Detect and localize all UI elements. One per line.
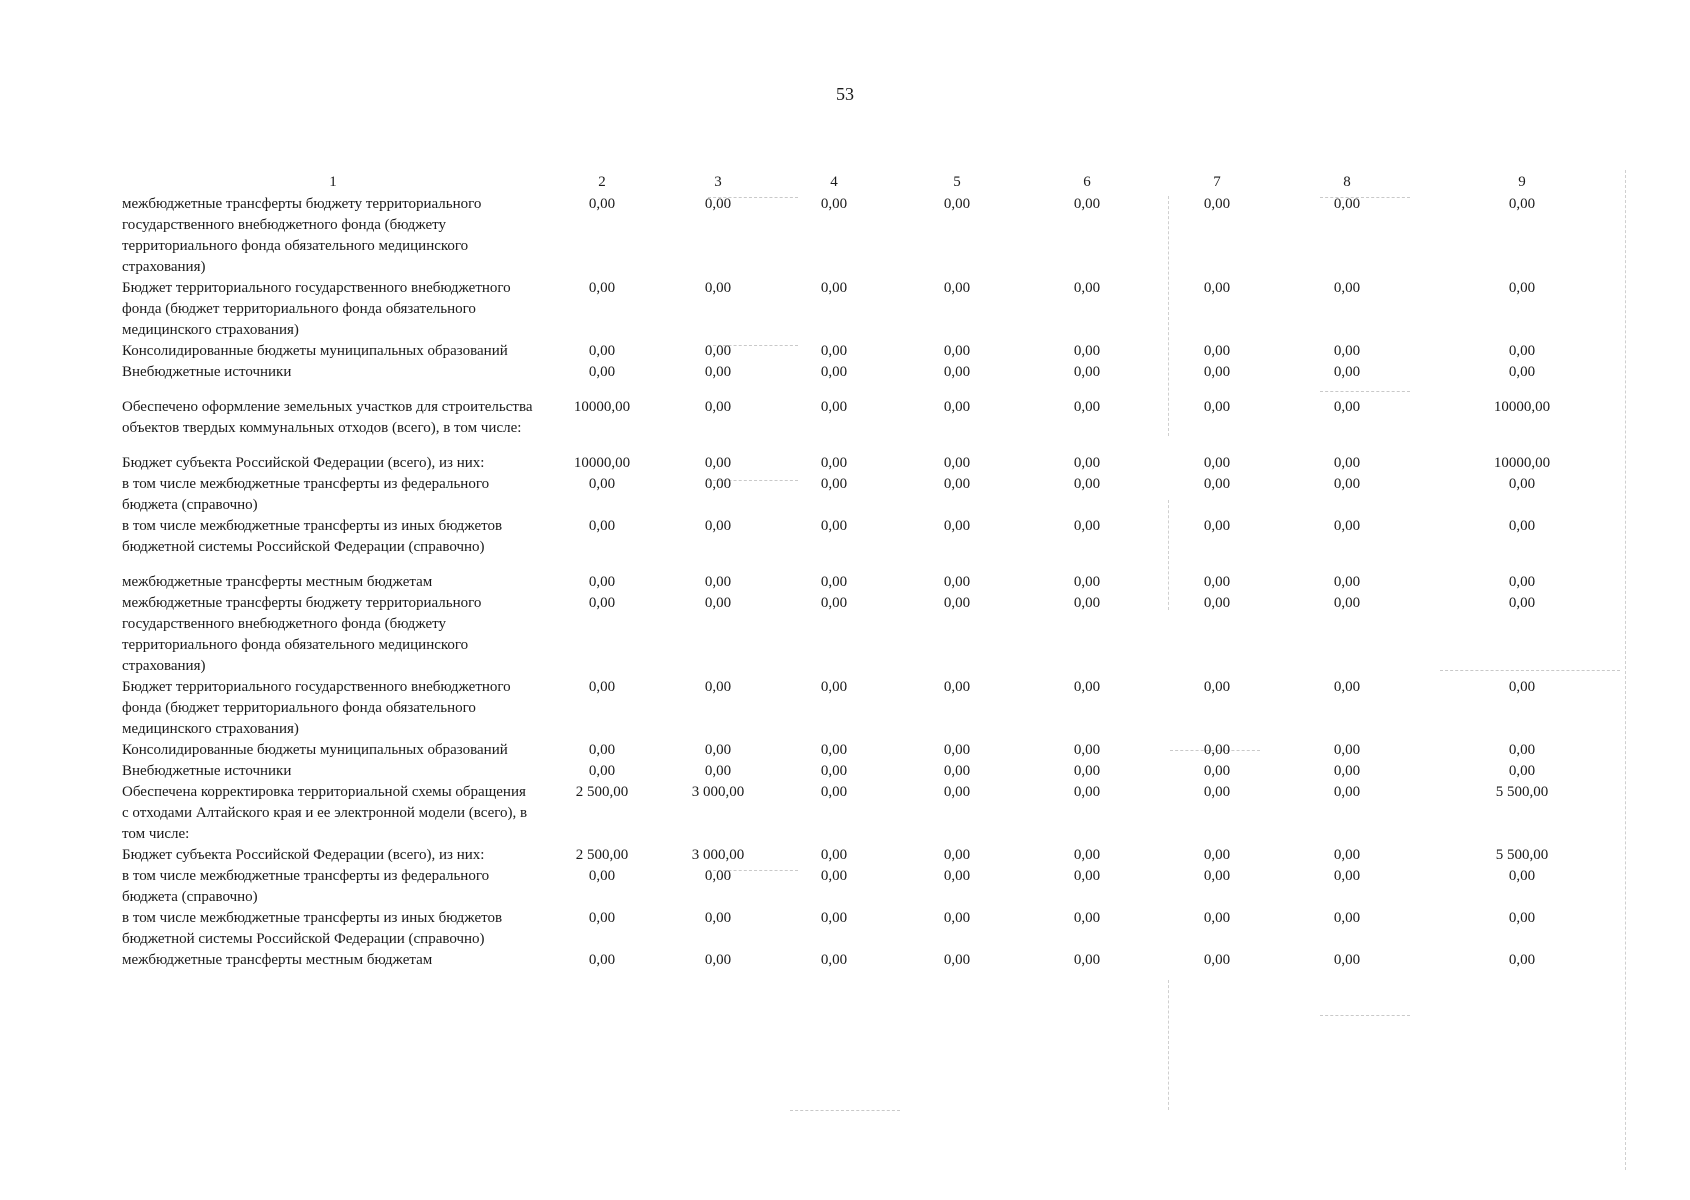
table-row — [122, 593, 1632, 677]
column-header: 5 — [953, 174, 961, 190]
table-body — [122, 194, 1632, 971]
row-value: 2 500,00 — [575, 847, 629, 863]
table-row — [122, 866, 1632, 908]
row-value: 0,00 — [1073, 763, 1101, 779]
row-value: 0,00 — [1073, 574, 1101, 590]
row-label: в том числе межбюджетные трансферты из федерального бюджета (справочно) — [122, 868, 490, 905]
row-value: 0,00 — [1333, 679, 1361, 695]
row-value: 0,00 — [943, 343, 971, 359]
row-label: Внебюджетные источники — [122, 364, 292, 380]
row-value: 0,00 — [1203, 476, 1231, 492]
row-value: 0,00 — [1333, 364, 1361, 380]
row-value: 0,00 — [1203, 518, 1231, 534]
row-value: 0,00 — [588, 910, 616, 926]
row-value: 0,00 — [820, 742, 848, 758]
row-value: 0,00 — [704, 476, 732, 492]
row-value: 0,00 — [943, 455, 971, 471]
row-value: 0,00 — [1333, 343, 1361, 359]
table-row — [122, 761, 1632, 782]
row-value: 0,00 — [1333, 910, 1361, 926]
table-row — [122, 362, 1632, 397]
table-row — [122, 740, 1632, 761]
row-value: 0,00 — [820, 518, 848, 534]
row-value: 5 500,00 — [1495, 784, 1549, 800]
table-row — [122, 516, 1632, 572]
row-value: 0,00 — [1073, 847, 1101, 863]
row-label: межбюджетные трансферты бюджету территориального государственного внебюджетного фонда (бюджету территориального фонда обязательного медицинского страхования) — [122, 595, 482, 674]
row-value: 3 000,00 — [691, 784, 745, 800]
row-value: 0,00 — [1333, 595, 1361, 611]
scan-line — [790, 1110, 900, 1111]
row-value: 0,00 — [943, 868, 971, 884]
table-row — [122, 194, 1632, 278]
row-value: 0,00 — [1333, 868, 1361, 884]
row-value: 0,00 — [1203, 455, 1231, 471]
row-value: 10000,00 — [573, 399, 631, 415]
row-value: 0,00 — [1508, 364, 1536, 380]
row-value: 0,00 — [588, 763, 616, 779]
row-value: 0,00 — [704, 518, 732, 534]
column-header: 3 — [714, 174, 722, 190]
row-value: 0,00 — [1203, 910, 1231, 926]
column-header: 4 — [830, 174, 838, 190]
row-value: 0,00 — [588, 196, 616, 212]
row-label: Бюджет субъекта Российской Федерации (всего), из них: — [122, 847, 485, 863]
table-row — [122, 845, 1632, 866]
row-value: 0,00 — [588, 364, 616, 380]
row-value: 0,00 — [704, 910, 732, 926]
row-value: 0,00 — [588, 574, 616, 590]
row-value: 0,00 — [704, 868, 732, 884]
budget-table — [122, 172, 1632, 971]
row-value: 0,00 — [1203, 679, 1231, 695]
row-value: 0,00 — [1508, 595, 1536, 611]
row-value: 0,00 — [1203, 952, 1231, 968]
row-value: 0,00 — [820, 364, 848, 380]
row-label: Бюджет субъекта Российской Федерации (всего), из них: — [122, 455, 485, 471]
row-value: 0,00 — [588, 742, 616, 758]
row-value: 0,00 — [943, 574, 971, 590]
row-value: 0,00 — [1333, 476, 1361, 492]
row-value: 0,00 — [704, 343, 732, 359]
row-value: 0,00 — [1203, 847, 1231, 863]
row-value: 0,00 — [1333, 574, 1361, 590]
row-value: 0,00 — [943, 280, 971, 296]
row-value: 0,00 — [1333, 455, 1361, 471]
row-label: Консолидированные бюджеты муниципальных образований — [122, 742, 508, 758]
row-value: 0,00 — [943, 847, 971, 863]
row-label: Бюджет территориального государственного внебюджетного фонда (бюджет территориального фонда обязательного медицинского страхования) — [122, 679, 511, 737]
row-value: 0,00 — [1073, 679, 1101, 695]
row-value: 0,00 — [943, 910, 971, 926]
row-value: 0,00 — [820, 455, 848, 471]
row-value: 0,00 — [943, 196, 971, 212]
row-label: межбюджетные трансферты бюджету территориального государственного внебюджетного фонда (бюджету территориального фонда обязательного медицинского страхования) — [122, 196, 482, 275]
row-value: 0,00 — [704, 455, 732, 471]
row-label: Бюджет территориального государственного внебюджетного фонда (бюджет территориального фонда обязательного медицинского страхования) — [122, 280, 511, 338]
row-value: 0,00 — [1333, 952, 1361, 968]
row-value: 0,00 — [820, 868, 848, 884]
row-value: 0,00 — [588, 679, 616, 695]
row-value: 0,00 — [1073, 952, 1101, 968]
row-value: 0,00 — [820, 595, 848, 611]
table-row — [122, 341, 1632, 362]
row-value: 0,00 — [1508, 196, 1536, 212]
row-value: 0,00 — [1073, 343, 1101, 359]
row-value: 0,00 — [943, 952, 971, 968]
row-value: 10000,00 — [1493, 399, 1551, 415]
scan-line — [1320, 1015, 1410, 1016]
row-value: 0,00 — [1073, 784, 1101, 800]
row-value: 0,00 — [1073, 455, 1101, 471]
row-label: Внебюджетные источники — [122, 763, 292, 779]
row-value: 5 500,00 — [1495, 847, 1549, 863]
row-value: 0,00 — [1203, 280, 1231, 296]
row-value: 0,00 — [1333, 280, 1361, 296]
column-header: 7 — [1213, 174, 1221, 190]
row-label: в том числе межбюджетные трансферты из иных бюджетов бюджетной системы Российской Федерации (справочно) — [122, 910, 503, 947]
row-value: 10000,00 — [1493, 455, 1551, 471]
row-value: 0,00 — [1203, 868, 1231, 884]
row-value: 0,00 — [820, 679, 848, 695]
row-value: 0,00 — [588, 280, 616, 296]
row-value: 0,00 — [704, 763, 732, 779]
row-value: 0,00 — [704, 574, 732, 590]
row-value: 0,00 — [943, 364, 971, 380]
row-value: 0,00 — [1073, 196, 1101, 212]
row-value: 0,00 — [704, 595, 732, 611]
header-row — [122, 172, 1632, 194]
row-value: 0,00 — [588, 868, 616, 884]
row-value: 0,00 — [943, 679, 971, 695]
row-value: 0,00 — [704, 280, 732, 296]
table-row — [122, 782, 1632, 845]
row-value: 0,00 — [1203, 595, 1231, 611]
row-value: 0,00 — [1508, 742, 1536, 758]
row-value: 0,00 — [1508, 679, 1536, 695]
row-value: 0,00 — [820, 784, 848, 800]
column-header: 1 — [329, 174, 337, 190]
row-value: 0,00 — [588, 518, 616, 534]
row-value: 0,00 — [1333, 196, 1361, 212]
row-value: 0,00 — [1333, 847, 1361, 863]
row-value: 0,00 — [820, 343, 848, 359]
row-value: 0,00 — [1333, 742, 1361, 758]
table-row — [122, 397, 1632, 453]
row-value: 0,00 — [820, 763, 848, 779]
row-label: Обеспечено оформление земельных участков для строительства объектов твердых коммунальных отходов (всего), в том числе: — [122, 399, 533, 436]
column-header: 2 — [598, 174, 606, 190]
row-label: межбюджетные трансферты местным бюджетам — [122, 574, 433, 590]
page-number: 53 — [836, 84, 854, 104]
row-value: 0,00 — [820, 847, 848, 863]
row-value: 0,00 — [820, 910, 848, 926]
row-value: 0,00 — [1203, 196, 1231, 212]
row-value: 0,00 — [1333, 518, 1361, 534]
row-value: 0,00 — [1073, 518, 1101, 534]
row-value: 0,00 — [1203, 364, 1231, 380]
row-value: 0,00 — [1203, 574, 1231, 590]
row-value: 0,00 — [820, 476, 848, 492]
row-value: 0,00 — [943, 476, 971, 492]
row-value: 0,00 — [704, 399, 732, 415]
row-value: 0,00 — [1508, 574, 1536, 590]
row-value: 0,00 — [1333, 763, 1361, 779]
row-value: 0,00 — [1508, 280, 1536, 296]
table-row — [122, 474, 1632, 516]
row-value: 0,00 — [704, 742, 732, 758]
row-value: 0,00 — [820, 952, 848, 968]
table-row — [122, 677, 1632, 740]
row-value: 0,00 — [1073, 595, 1101, 611]
column-header: 8 — [1343, 174, 1351, 190]
row-value: 0,00 — [1508, 868, 1536, 884]
row-value: 0,00 — [1203, 399, 1231, 415]
row-value: 0,00 — [1073, 399, 1101, 415]
table-row — [122, 950, 1632, 971]
table-row — [122, 278, 1632, 341]
row-value: 0,00 — [1073, 910, 1101, 926]
row-value: 0,00 — [1073, 742, 1101, 758]
row-value: 0,00 — [1508, 476, 1536, 492]
row-value: 0,00 — [943, 742, 971, 758]
row-value: 0,00 — [1203, 343, 1231, 359]
row-value: 0,00 — [1073, 280, 1101, 296]
scan-vline — [1168, 980, 1169, 1110]
row-value: 3 000,00 — [691, 847, 745, 863]
row-label: межбюджетные трансферты местным бюджетам — [122, 952, 433, 968]
row-value: 0,00 — [1508, 952, 1536, 968]
column-header: 9 — [1518, 174, 1526, 190]
row-value: 0,00 — [704, 364, 732, 380]
row-value: 0,00 — [1333, 399, 1361, 415]
row-value: 0,00 — [704, 952, 732, 968]
row-label: в том числе межбюджетные трансферты из иных бюджетов бюджетной системы Российской Федерации (справочно) — [122, 518, 503, 555]
row-value: 0,00 — [1073, 476, 1101, 492]
table-row — [122, 453, 1632, 474]
row-value: 0,00 — [704, 196, 732, 212]
row-value: 0,00 — [943, 763, 971, 779]
row-value: 0,00 — [943, 518, 971, 534]
table-row — [122, 908, 1632, 950]
row-label: в том числе межбюджетные трансферты из федерального бюджета (справочно) — [122, 476, 490, 513]
row-value: 0,00 — [588, 595, 616, 611]
row-label: Обеспечена корректировка территориальной схемы обращения с отходами Алтайского края и ее электронной модели (всего), в том числе: — [122, 784, 528, 842]
row-value: 0,00 — [588, 343, 616, 359]
row-value: 0,00 — [943, 784, 971, 800]
row-label: Консолидированные бюджеты муниципальных образований — [122, 343, 508, 359]
row-value: 2 500,00 — [575, 784, 629, 800]
column-header: 6 — [1083, 174, 1091, 190]
row-value: 0,00 — [588, 952, 616, 968]
row-value: 0,00 — [1073, 364, 1101, 380]
row-value: 0,00 — [1203, 763, 1231, 779]
row-value: 0,00 — [820, 280, 848, 296]
row-value: 0,00 — [1203, 784, 1231, 800]
row-value: 0,00 — [943, 595, 971, 611]
row-value: 0,00 — [1508, 763, 1536, 779]
row-value: 0,00 — [820, 196, 848, 212]
table-row — [122, 572, 1632, 593]
row-value: 0,00 — [1508, 518, 1536, 534]
row-value: 0,00 — [820, 399, 848, 415]
row-value: 0,00 — [1203, 742, 1231, 758]
row-value: 0,00 — [1508, 910, 1536, 926]
row-value: 0,00 — [943, 399, 971, 415]
row-value: 0,00 — [1073, 868, 1101, 884]
row-value: 0,00 — [588, 476, 616, 492]
row-value: 0,00 — [704, 679, 732, 695]
row-value: 10000,00 — [573, 455, 631, 471]
row-value: 0,00 — [820, 574, 848, 590]
row-value: 0,00 — [1508, 343, 1536, 359]
row-value: 0,00 — [1333, 784, 1361, 800]
